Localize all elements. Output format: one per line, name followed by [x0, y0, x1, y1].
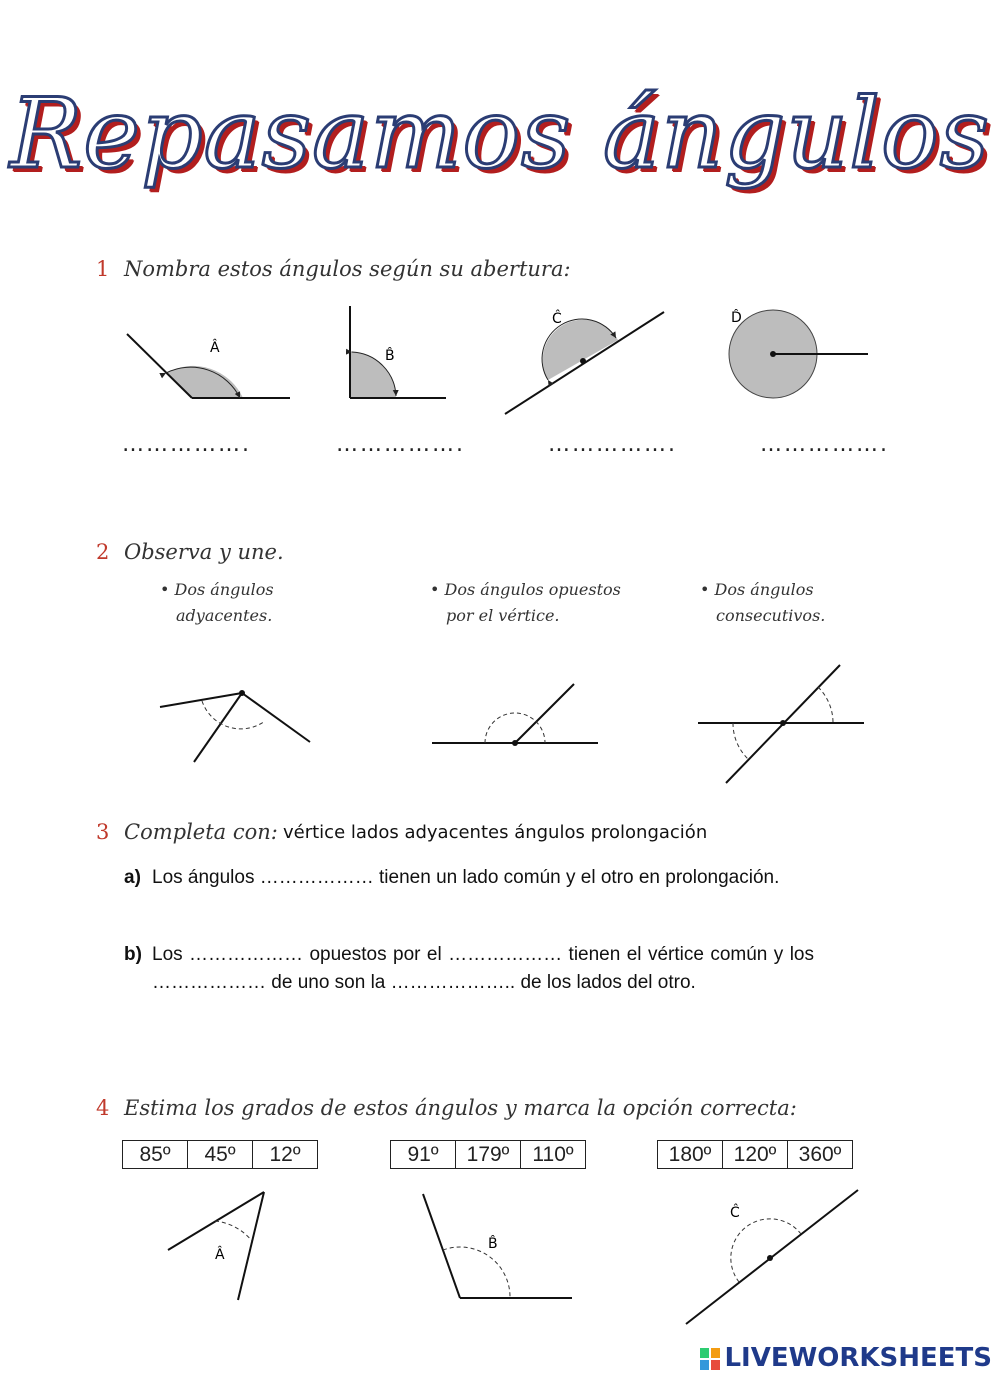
estimate-angle-c-label: Ĉ — [730, 1205, 740, 1221]
option-adjacent-line2: adyacentes. — [176, 606, 273, 625]
choice-b-1[interactable]: 91º — [391, 1141, 456, 1169]
option-vertical[interactable]: • Dos ángulos opuestos por el vértice. — [430, 577, 621, 629]
word-bank: vértice lados adyacentes ángulos prolongación — [283, 822, 708, 843]
choices-angle-c — [657, 1140, 853, 1169]
question-1-number: 1 — [96, 257, 110, 281]
angle-b-figure — [350, 306, 446, 398]
figure-vertical — [698, 665, 864, 783]
estimate-angle-a-figure — [168, 1192, 264, 1300]
angle-a-label: Â — [210, 340, 220, 356]
item-b-label: b) — [124, 944, 142, 965]
option-adjacent-line1: Dos ángulos — [174, 580, 274, 599]
angle-b-label: B̂ — [385, 348, 395, 364]
estimate-angle-b-label: B̂ — [488, 1236, 498, 1252]
question-1-text: Nombra estos ángulos según su abertura: — [124, 257, 571, 281]
answer-blank-d[interactable]: ……………. — [760, 432, 889, 457]
choice-b-2[interactable]: 179º — [456, 1141, 521, 1169]
answer-blank-c[interactable]: ……………. — [548, 432, 677, 457]
question-4-text: Estima los grados de estos ángulos y marca la opción correcta: — [124, 1096, 797, 1120]
option-consecutive-line2: consecutivos. — [716, 606, 826, 625]
question-3-text: Completa con: — [124, 820, 278, 844]
item-a-text[interactable]: Los ángulos ……………… tienen un lado común y el otro en prolongación. — [152, 867, 780, 888]
choice-a-2[interactable]: 45º — [188, 1141, 253, 1169]
liveworksheets-logo — [700, 1343, 992, 1373]
estimate-angle-a-label: Â — [215, 1247, 225, 1263]
question-3-number: 3 — [96, 820, 110, 844]
answer-blank-b[interactable]: ……………. — [336, 432, 465, 457]
choice-a-3[interactable]: 12º — [253, 1141, 318, 1169]
liveworksheets-text: LIVEWORKSHEETS — [724, 1343, 992, 1373]
option-vertical-line2: por el vértice. — [446, 606, 560, 625]
liveworksheets-icon — [700, 1348, 720, 1370]
angle-c-figure — [505, 312, 664, 414]
item-b-text[interactable]: Los ……………… opuestos por el ……………… tienen el vértice común y los ……………… de uno son la ……………….. de los lados del otro. — [152, 944, 814, 993]
choices-angle-b — [390, 1140, 586, 1169]
choice-b-3[interactable]: 110º — [521, 1141, 586, 1169]
option-consecutive-line1: Dos ángulos — [714, 580, 814, 599]
question-4-number: 4 — [96, 1096, 110, 1120]
option-vertical-line1: Dos ángulos opuestos — [444, 580, 621, 599]
choices-angle-a — [122, 1140, 318, 1169]
option-adjacent[interactable]: • Dos ángulos adyacentes. — [160, 577, 274, 629]
question-4-angles — [0, 1180, 1000, 1330]
item-a-label: a) — [124, 867, 141, 888]
worksheet-title: Repasamos ángulos — [10, 78, 990, 190]
question-2-text: Observa y une. — [124, 540, 284, 564]
question-2-number: 2 — [96, 540, 110, 564]
question-1-angles — [0, 290, 1000, 430]
item-a — [124, 864, 814, 892]
angle-d-label: D̂ — [731, 310, 742, 326]
angle-c-label: Ĉ — [552, 311, 562, 327]
choice-c-1[interactable]: 180º — [658, 1141, 723, 1169]
choice-c-2[interactable]: 120º — [723, 1141, 788, 1169]
choice-c-3[interactable]: 360º — [788, 1141, 853, 1169]
choice-a-1[interactable]: 85º — [123, 1141, 188, 1169]
item-b — [124, 941, 814, 997]
question-2-figures — [0, 655, 1000, 795]
answer-blank-a[interactable]: ……………. — [122, 432, 251, 457]
figure-consecutive — [160, 690, 310, 762]
angle-d-figure — [729, 310, 868, 398]
figure-adjacent — [432, 684, 598, 746]
option-consecutive[interactable]: • Dos ángulos consecutivos. — [700, 577, 825, 629]
estimate-angle-c-figure — [686, 1190, 858, 1324]
angle-a-figure — [127, 334, 290, 398]
